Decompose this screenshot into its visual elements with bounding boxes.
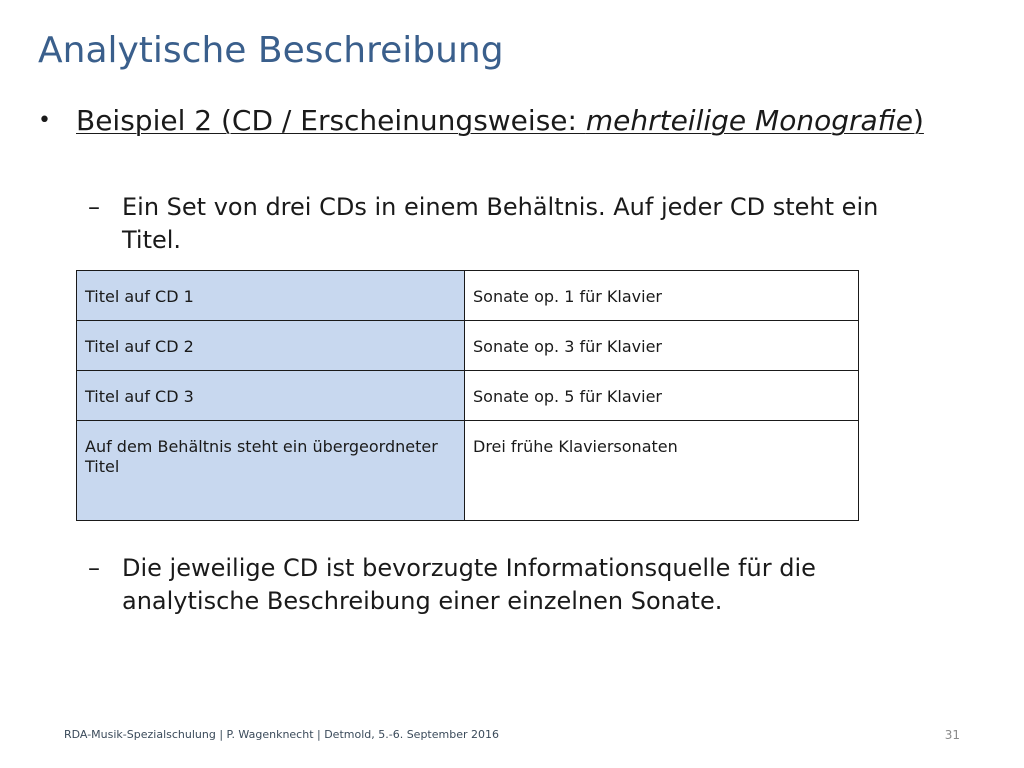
cd-title-table [76, 270, 859, 521]
page-number: 31 [944, 728, 960, 742]
dash-icon: – [88, 193, 100, 221]
table-label-cell: Titel auf CD 3 [77, 371, 465, 421]
main-bullet-text [76, 102, 956, 140]
main-bullet-prefix: Beispiel 2 (CD / Erscheinungsweise: [76, 104, 586, 137]
table-row [77, 371, 859, 421]
table-row [77, 321, 859, 371]
main-bullet-suffix: ) [912, 104, 924, 137]
table-row [77, 271, 859, 321]
dash-icon: – [88, 554, 100, 582]
footer-text: RDA-Musik-Spezialschulung | P. Wagenknecht | Detmold, 5.-6. September 2016 [64, 728, 499, 741]
table-label-cell: Titel auf CD 2 [77, 321, 465, 371]
table-value-cell: Drei frühe Klaviersonaten [465, 421, 859, 521]
bullet-dot-icon: • [38, 108, 51, 133]
table-value-cell: Sonate op. 3 für Klavier [465, 321, 859, 371]
main-bullet-emphasis: mehrteilige Monografie [585, 104, 913, 137]
table-value-cell: Sonate op. 5 für Klavier [465, 371, 859, 421]
sub-bullet-text: Die jeweilige CD ist bevorzugte Informationsquelle für die analytische Beschreibung einer einzelnen Sonate. [122, 554, 816, 615]
table-row [77, 421, 859, 521]
table-value-cell: Sonate op. 1 für Klavier [465, 271, 859, 321]
slide-title: Analytische Beschreibung [38, 30, 504, 71]
table-label-cell: Auf dem Behältnis steht ein übergeordneter Titel [77, 421, 465, 521]
sub-bullet-text: Ein Set von drei CDs in einem Behältnis. Auf jeder CD steht ein Titel. [122, 193, 879, 254]
table-label-cell: Titel auf CD 1 [77, 271, 465, 321]
